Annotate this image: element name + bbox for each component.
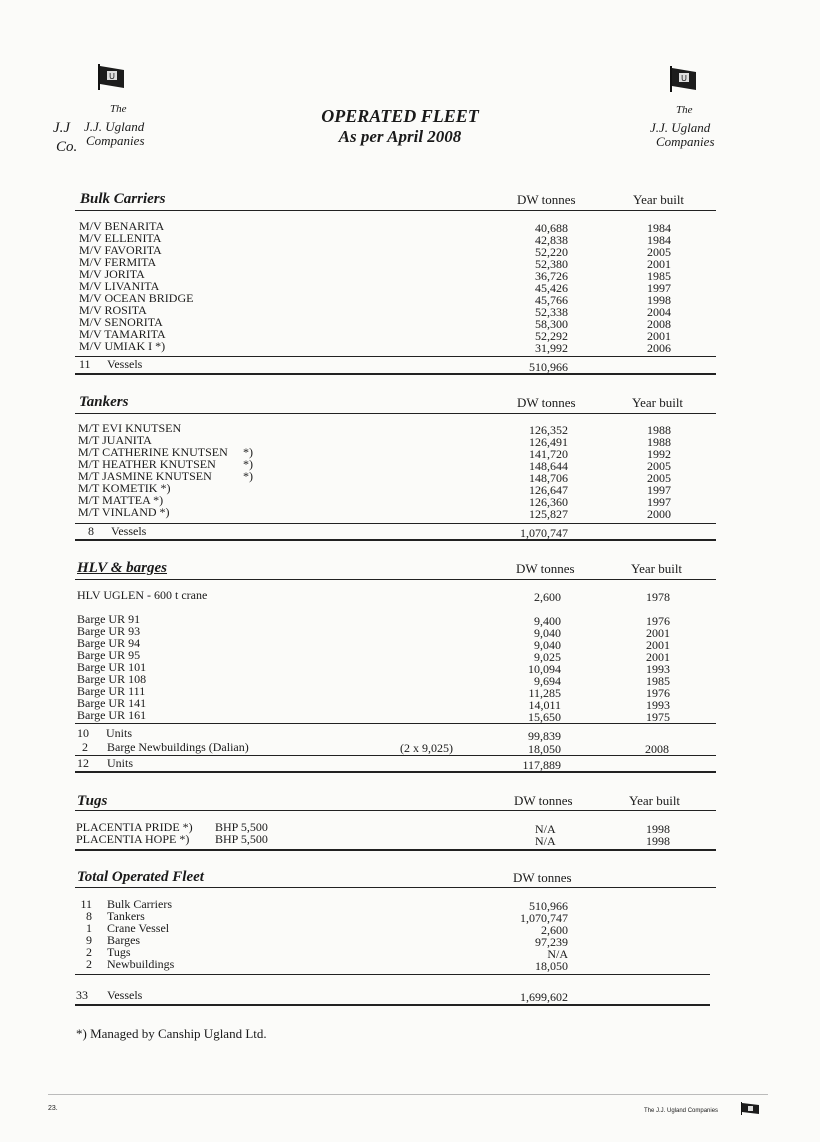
newbuild-detail: (2 x 9,025) (400, 741, 453, 755)
year-value: 1984 (647, 233, 671, 247)
year-value: 2006 (647, 341, 671, 355)
total-row-label: Crane Vessel (107, 921, 170, 935)
section-title-bulk: Bulk Carriers (80, 191, 166, 207)
section-title-hlv: HLV & barges (77, 560, 168, 576)
vessel-name: M/T CATHERINE KNUTSEN (78, 445, 228, 459)
dw-value: 9,694 (534, 674, 561, 688)
tug-bhp: BHP 5,500 (215, 832, 268, 846)
vessel-name: M/T EVI KNUTSEN (78, 421, 182, 435)
vessel-name: M/T MATTEA *) (78, 493, 164, 507)
total-row-dw: 18,050 (535, 959, 568, 973)
rule (75, 210, 716, 211)
flag-logo-icon (96, 62, 126, 90)
year-value: 2004 (647, 305, 671, 319)
barge-name: Barge UR 111 (77, 684, 146, 698)
year-value: 1998 (647, 293, 671, 307)
vessel-name: M/V ROSITA (79, 303, 147, 317)
year-value: 2008 (647, 317, 671, 331)
total-row-count: 1 (86, 921, 92, 935)
total-row-dw: 2,600 (541, 923, 568, 937)
page-title: OPERATED FLEET (321, 106, 479, 126)
logo-right-companies: Companies (656, 134, 715, 149)
year-value: 2005 (647, 471, 671, 485)
section-title-totals: Total Operated Fleet (77, 869, 204, 885)
subtotal-label: Units (106, 726, 133, 740)
barge-name: Barge UR 108 (77, 672, 147, 686)
dw-value: 126,352 (529, 423, 568, 437)
svg-text:U: U (681, 74, 687, 83)
vessel-name: M/T JASMINE KNUTSEN (78, 469, 212, 483)
total-row-dw: 1,070,747 (520, 911, 568, 925)
vessel-name: M/V OCEAN BRIDGE (79, 291, 194, 305)
tug-name: PLACENTIA HOPE *) (76, 832, 190, 846)
barge-name: Barge UR 94 (77, 636, 141, 650)
year-value: 2001 (646, 626, 670, 640)
rule (75, 523, 716, 524)
barge-name: Barge UR 161 (77, 708, 147, 722)
barge-name: Barge UR 101 (77, 660, 147, 674)
year-value: 2005 (647, 459, 671, 473)
footer-company: The J.J. Ugland Companies (644, 1108, 719, 1114)
flag-logo-icon (740, 1101, 760, 1115)
page-number: 23. (48, 1105, 58, 1112)
vessel-note: *) (243, 445, 253, 459)
year-value: 1998 (646, 834, 670, 848)
dw-value: 40,688 (535, 221, 568, 235)
vessel-name: M/T JUANITA (78, 433, 152, 447)
dw-value: 14,011 (528, 698, 561, 712)
vessel-name: M/V FAVORITA (79, 243, 162, 257)
dw-value: 125,827 (529, 507, 568, 521)
flag-logo-icon (668, 64, 698, 92)
year-value: 1988 (647, 435, 671, 449)
vessel-name: M/T KOMETIK *) (78, 481, 171, 495)
dw-value: 52,380 (535, 257, 568, 271)
total-row-label: Barges (107, 933, 141, 947)
logo-left-jj: J.J (53, 120, 71, 136)
col-header-year: Year built (631, 561, 683, 576)
newbuild-dw: 18,050 (528, 742, 561, 756)
year-value: 1975 (646, 710, 670, 724)
vessel-name: M/T VINLAND *) (78, 505, 170, 519)
rule (75, 413, 716, 414)
year-value: 2005 (647, 245, 671, 259)
year-value: 2000 (647, 507, 671, 521)
rule (75, 974, 710, 975)
tug-name: PLACENTIA PRIDE *) (76, 820, 193, 834)
total-dw: 1,070,747 (520, 526, 568, 540)
total-row-count: 8 (86, 909, 92, 923)
logo-left-the: The (110, 103, 127, 115)
year-value: 2001 (647, 257, 671, 271)
col-header-dw: DW tonnes (514, 793, 573, 808)
vessel-name: M/V JORITA (79, 267, 145, 281)
total-label: Vessels (111, 524, 147, 538)
year-value: 2001 (646, 650, 670, 664)
dw-value: 15,650 (528, 710, 561, 724)
crane-name: HLV UGLEN - 600 t crane (77, 588, 208, 602)
total-dw: 510,966 (529, 360, 568, 374)
total-row-count: 9 (86, 933, 92, 947)
dw-value: 148,644 (529, 459, 568, 473)
dw-value: 45,426 (535, 281, 568, 295)
total-row-count: 11 (80, 897, 92, 911)
dw-value: 52,220 (535, 245, 568, 259)
year-value: 1985 (647, 269, 671, 283)
year-value: 1976 (646, 686, 670, 700)
vessel-name: M/T HEATHER KNUTSEN (78, 457, 216, 471)
barge-name: Barge UR 95 (77, 648, 141, 662)
tug-bhp: BHP 5,500 (215, 820, 268, 834)
page-subtitle: As per April 2008 (338, 127, 462, 146)
total-row-count: 2 (86, 945, 92, 959)
dw-value: 126,647 (529, 483, 568, 497)
year-value: 1997 (647, 483, 671, 497)
logo-right-the: The (676, 104, 693, 116)
vessel-note: *) (243, 457, 253, 471)
vessel-name: M/V UMIAK I *) (79, 339, 166, 353)
total-row-dw: 97,239 (535, 935, 568, 949)
vessel-name: M/V TAMARITA (79, 327, 166, 341)
year-value: 2001 (646, 638, 670, 652)
total-count: 11 (79, 357, 91, 371)
rule (75, 771, 716, 773)
year-value: 1993 (646, 698, 670, 712)
total-label: Vessels (107, 357, 143, 371)
col-header-year: Year built (633, 192, 685, 207)
year-value: 1998 (646, 822, 670, 836)
dw-value: 148,706 (529, 471, 568, 485)
year-value: 1997 (647, 281, 671, 295)
section-title-tankers: Tankers (79, 394, 129, 410)
newbuild-year: 2008 (645, 742, 669, 756)
dw-value: 36,726 (535, 269, 568, 283)
rule (75, 810, 716, 811)
dw-value: 45,766 (535, 293, 568, 307)
col-header-dw: DW tonnes (517, 192, 576, 207)
rule (75, 579, 716, 580)
footnote: *) Managed by Canship Ugland Ltd. (76, 1026, 267, 1041)
year-value: 1976 (646, 614, 670, 628)
logo-left-name: J.J. Ugland (84, 119, 145, 134)
year-value: 1992 (647, 447, 671, 461)
year-value: 1978 (646, 590, 670, 604)
total-dw: 117,889 (522, 758, 561, 772)
rule (75, 849, 716, 851)
total-row-label: Bulk Carriers (107, 897, 172, 911)
total-row-label: Tugs (107, 945, 131, 959)
col-header-dw: DW tonnes (516, 561, 575, 576)
year-value: 1984 (647, 221, 671, 235)
dw-value: 9,025 (534, 650, 561, 664)
dw-value: 126,360 (529, 495, 568, 509)
rule (75, 356, 716, 357)
logo-right-name: J.J. Ugland (650, 120, 711, 135)
dw-value: 9,400 (534, 614, 561, 628)
col-header-year: Year built (632, 395, 684, 410)
year-value: 2001 (647, 329, 671, 343)
barge-name: Barge UR 91 (77, 612, 141, 626)
col-header-year: Year built (629, 793, 681, 808)
grand-total-dw: 1,699,602 (520, 990, 568, 1004)
vessel-name: M/V FERMITA (79, 255, 157, 269)
dw-value: 10,094 (528, 662, 561, 676)
dw-value: 9,040 (534, 626, 561, 640)
total-count: 12 (77, 756, 89, 770)
total-row-dw: N/A (547, 947, 568, 961)
total-row-count: 2 (86, 957, 92, 971)
rule (75, 1004, 710, 1006)
rule (75, 887, 716, 888)
rule (75, 723, 716, 724)
year-value: 1988 (647, 423, 671, 437)
subtotal-count: 10 (77, 726, 89, 740)
vessel-name: M/V ELLENITA (79, 231, 162, 245)
dw-value: N/A (535, 834, 556, 848)
total-row-dw: 510,966 (529, 899, 568, 913)
year-value: 1993 (646, 662, 670, 676)
total-count: 8 (88, 524, 94, 538)
year-value: 1997 (647, 495, 671, 509)
footer-rule (48, 1094, 768, 1095)
newbuild-label: Barge Newbuildings (Dalian) (107, 740, 249, 754)
barge-name: Barge UR 93 (77, 624, 141, 638)
rule (75, 755, 716, 756)
barge-name: Barge UR 141 (77, 696, 147, 710)
logo-left-co: Co. (56, 139, 78, 155)
logo-left-companies: Companies (86, 133, 145, 148)
vessel-name: M/V SENORITA (79, 315, 163, 329)
col-header-dw: DW tonnes (513, 870, 572, 885)
section-title-tugs: Tugs (77, 793, 108, 809)
dw-value: 9,040 (534, 638, 561, 652)
vessel-name: M/V LIVANITA (79, 279, 160, 293)
vessel-note: *) (243, 469, 253, 483)
svg-text:U: U (109, 72, 115, 81)
dw-value: 11,285 (528, 686, 561, 700)
dw-value: 126,491 (529, 435, 568, 449)
dw-value: 58,300 (535, 317, 568, 331)
total-label: Units (107, 756, 134, 770)
rule (75, 539, 716, 541)
grand-total-count: 33 (76, 988, 88, 1002)
newbuild-count: 2 (82, 740, 88, 754)
dw-value: N/A (535, 822, 556, 836)
vessel-name: M/V BENARITA (79, 219, 165, 233)
dw-value: 2,600 (534, 590, 561, 604)
grand-total-label: Vessels (107, 988, 143, 1002)
col-header-dw: DW tonnes (517, 395, 576, 410)
subtotal-dw: 99,839 (528, 729, 561, 743)
rule (75, 373, 716, 375)
dw-value: 52,292 (535, 329, 568, 343)
total-row-label: Tankers (107, 909, 145, 923)
dw-value: 42,838 (535, 233, 568, 247)
year-value: 1985 (646, 674, 670, 688)
dw-value: 141,720 (529, 447, 568, 461)
total-row-label: Newbuildings (107, 957, 175, 971)
dw-value: 31,992 (535, 341, 568, 355)
dw-value: 52,338 (535, 305, 568, 319)
